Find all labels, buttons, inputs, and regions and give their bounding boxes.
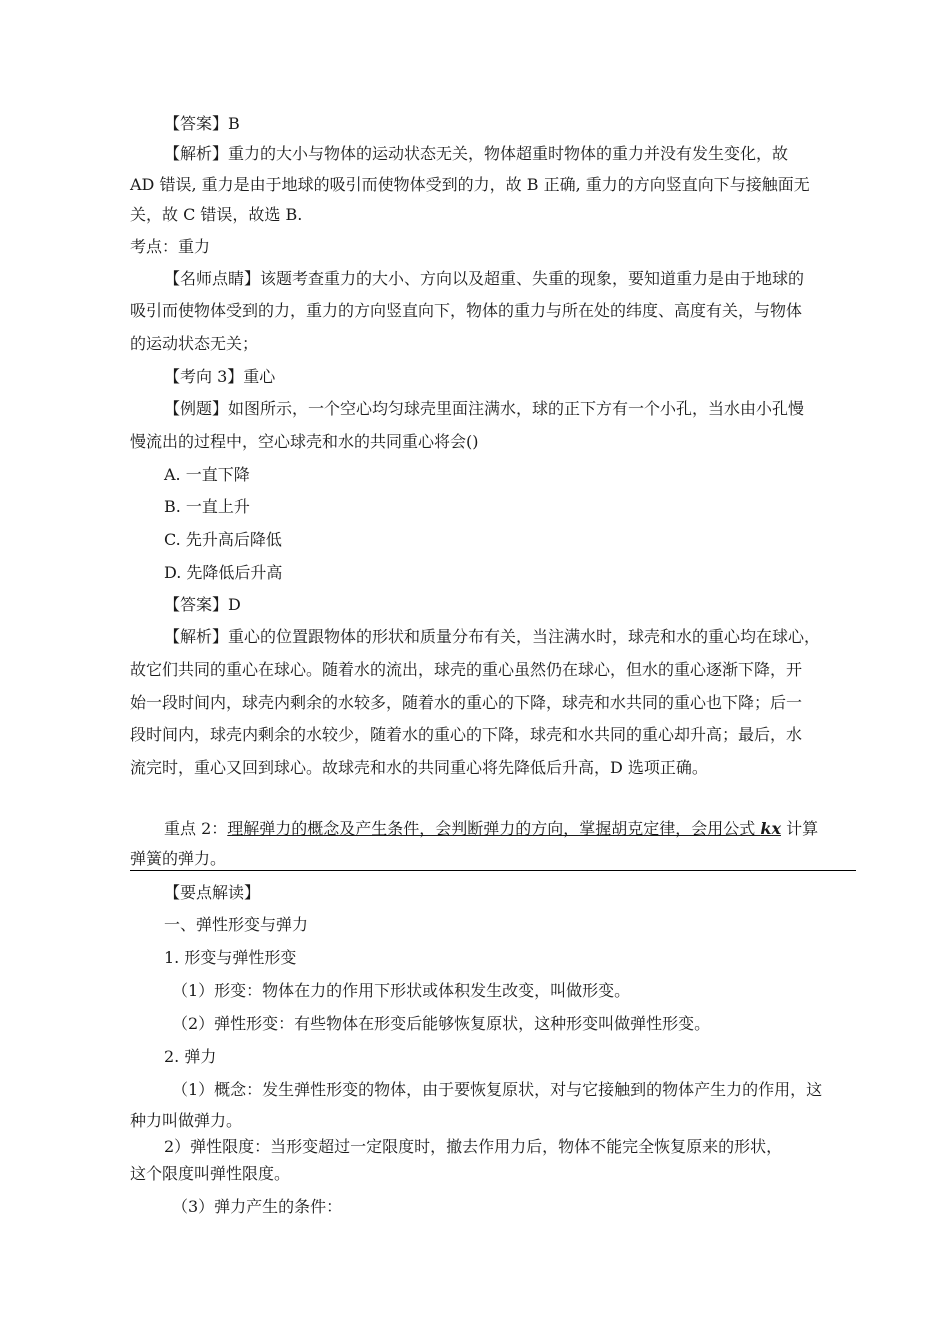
focus-2-underlined: 理解弹力的概念及产生条件，会判断弹力的方向，掌握胡克定律，会用公式 bbox=[227, 819, 761, 838]
formula-kx: kx bbox=[760, 819, 781, 838]
analysis-1-line-3: 关，故 C 错误，故选 B. bbox=[130, 205, 303, 224]
analysis-2-line-5: 流完时，重心又回到球心。故球壳和水的共同重心将先降低后升高，D 选项正确。 bbox=[130, 758, 708, 777]
analysis-2-line-2: 故它们共同的重心在球心。随着水的流出，球壳的重心虽然仍在球心，但水的重心逐渐下降，开 bbox=[130, 660, 803, 679]
kaoxiang-3: 【考向 3】重心 bbox=[164, 367, 276, 386]
option-d: D. 先降低后升高 bbox=[164, 563, 283, 582]
teacher-note-line-3: 的运动状态无关； bbox=[130, 334, 259, 353]
item-2-2-line-1: 2）弹性限度：当形变超过一定限度时，撤去作用力后，物体不能完全恢复原来的形状， bbox=[164, 1137, 783, 1156]
item-1-1: （1）形变：物体在力的作用下形状或体积发生改变，叫做形变。 bbox=[172, 981, 631, 1000]
item-2-1-line-2: 种力叫做弹力。 bbox=[130, 1111, 243, 1130]
analysis-2-line-3: 始一段时间内，球壳内剩余的水较多，随着水的重心的下降，球壳和水共同的重心也下降；后一 bbox=[130, 693, 803, 712]
item-2-title: 2. 弹力 bbox=[164, 1047, 217, 1066]
focus-2-suffix: 计算 bbox=[781, 819, 819, 838]
section-1-title: 一、弹性形变与弹力 bbox=[164, 915, 309, 934]
key-points-heading: 【要点解读】 bbox=[164, 883, 261, 902]
analysis-1-line-1: 【解析】重力的大小与物体的运动状态无关，物体超重时物体的重力并没有发生变化，故 bbox=[164, 144, 789, 163]
horizontal-rule bbox=[130, 870, 856, 871]
focus-2-prefix: 重点 2： bbox=[164, 819, 228, 838]
item-2-2-line-2: 这个限度叫弹性限度。 bbox=[130, 1164, 291, 1183]
kaodian: 考点：重力 bbox=[130, 237, 211, 256]
teacher-note-line-1: 【名师点睛】该题考查重力的大小、方向以及超重、失重的现象，要知道重力是由于地球的 bbox=[164, 269, 805, 288]
analysis-2-line-1: 【解析】重心的位置跟物体的形状和质量分布有关，当注满水时，球壳和水的重心均在球心， bbox=[164, 627, 821, 646]
item-1-2: （2）弹性形变：有些物体在形变后能够恢复原状，这种形变叫做弹性形变。 bbox=[172, 1014, 711, 1033]
answer-b: 【答案】B bbox=[164, 114, 240, 133]
focus-2-line-1 bbox=[164, 818, 818, 840]
option-c: C. 先升高后降低 bbox=[164, 530, 282, 549]
example-line-1: 【例题】如图所示，一个空心均匀球壳里面注满水，球的正下方有一个小孔，当水由小孔慢 bbox=[164, 399, 805, 418]
answer-d: 【答案】D bbox=[164, 595, 241, 614]
teacher-note-line-2: 吸引而使物体受到的力，重力的方向竖直向下，物体的重力与所在处的纬度、高度有关，与物体 bbox=[130, 301, 803, 320]
option-a: A. 一直下降 bbox=[164, 465, 250, 484]
focus-2-line-2: 弹簧的弹力。 bbox=[130, 849, 227, 868]
analysis-2-line-4: 段时间内，球壳内剩余的水较少，随着水的重心的下降，球壳和水共同的重心却升高；最后，水 bbox=[130, 725, 803, 744]
item-2-1-line-1: （1）概念：发生弹性形变的物体，由于要恢复原状，对与它接触到的物体产生力的作用，这 bbox=[172, 1080, 823, 1099]
item-2-3: （3）弹力产生的条件： bbox=[172, 1197, 343, 1216]
example-line-2: 慢流出的过程中，空心球壳和水的共同重心将会() bbox=[130, 432, 479, 451]
item-1-title: 1. 形变与弹性形变 bbox=[164, 948, 297, 967]
option-b: B. 一直上升 bbox=[164, 497, 250, 516]
analysis-1-line-2: AD 错误, 重力是由于地球的吸引而使物体受到的力，故 B 正确, 重力的方向竖直向下与接触面无 bbox=[130, 175, 810, 194]
